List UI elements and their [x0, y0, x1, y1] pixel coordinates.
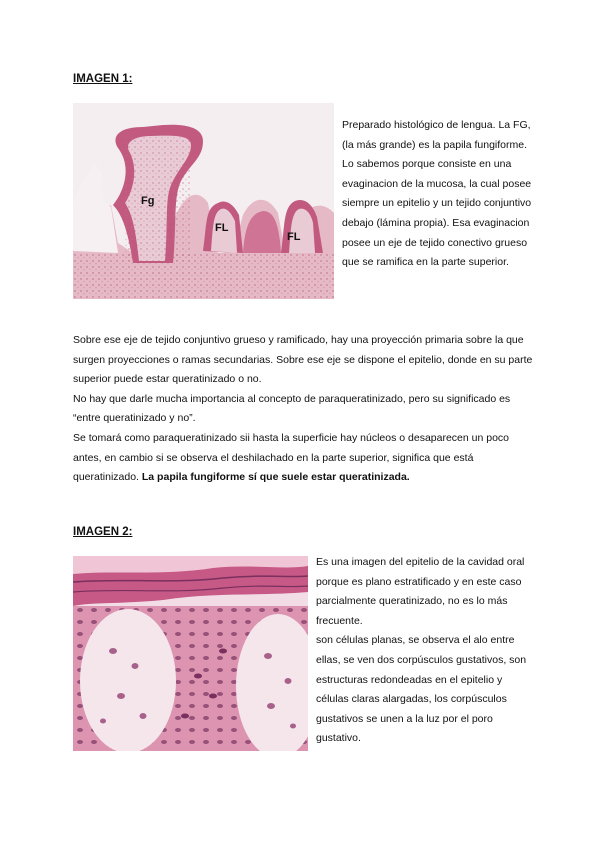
fl-label-1: FL	[215, 222, 229, 234]
section2-side-text: Es una imagen del epitelio de la cavidad oral porque es plano estratificado y en este caso parcialmente queratinizado, no es lo más frecuente. son células planas, se observa el alo entre ellas, se ven dos corpúsculos gustativos, son estructuras redondeadas en el epitelio y células claras alargadas, los corpúsculos gustativos se unen a la luz por el poro gustativo.	[316, 556, 527, 745]
paragraph-3: Se tomará como paraqueratinizado sii hasta la superficie hay núcleos o desaparecen un poco antes, en cambio si se observa el deshilachado en la parte superior, significa que está queratinizado. La papila fungiforme sí que suele estar queratinizada.	[73, 431, 510, 484]
tongue-histology-image	[73, 103, 334, 299]
fg-label: Fg	[141, 195, 155, 207]
paragraph-1: Sobre ese eje de tejido conjuntivo grueso y ramificado, hay una proyección primaria sobre la que surgen proyecciones o ramas secundarias. Sobre ese eje se dispone el epitelio, donde en su parte superior puede estar queratinizado o no.	[73, 334, 533, 386]
oral-epithelium-image	[73, 556, 308, 751]
fl-label-2: FL	[287, 231, 301, 243]
section1-side-text: Preparado histológico de lengua. La FG, (la más grande) es la papila fungiforme. Lo sabemos porque consiste en una evaginacion de la mucosa, la cual posee siempre un epitelio y un tejido conjuntivo debajo (lámina propia). Esa evaginacion posee un eje de tejido conectivo grueso que se ramifica en la parte superior.	[342, 119, 532, 269]
bold-conclusion: La papila fungiforme sí que suele estar queratinizada.	[141, 471, 410, 484]
section2-heading: IMAGEN 2:	[73, 526, 133, 538]
section1-body	[73, 331, 533, 488]
section1-heading: IMAGEN 1:	[73, 73, 133, 85]
paragraph-2: No hay que darle mucha importancia al concepto de paraqueratinizado, pero su significado es “entre queratinizado y no”.	[73, 392, 511, 425]
